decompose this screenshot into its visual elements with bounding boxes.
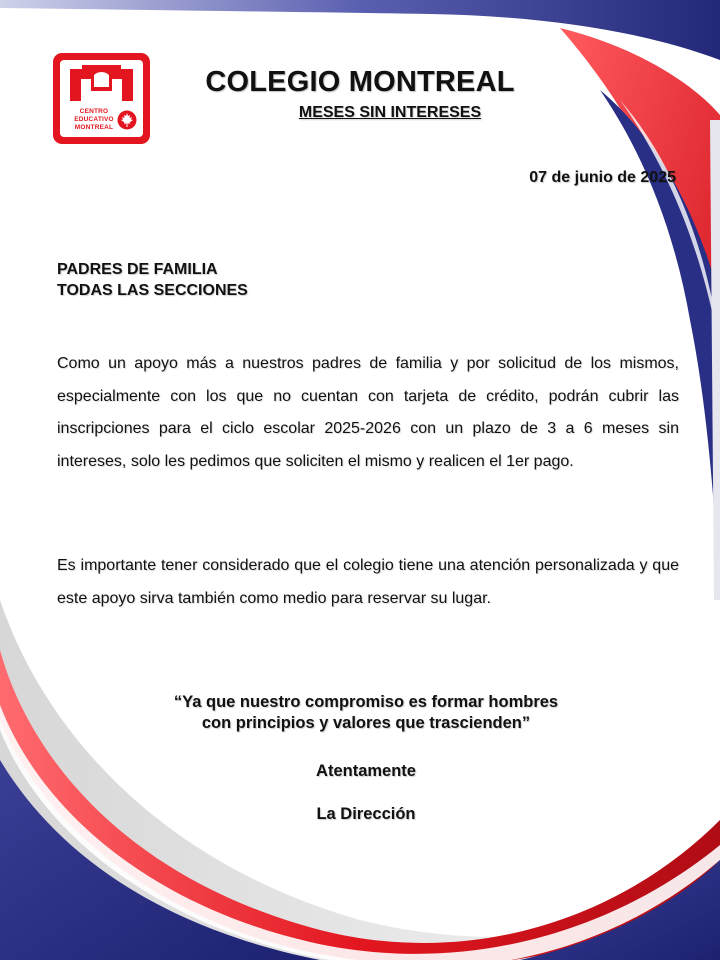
maple-leaf-icon bbox=[117, 110, 137, 130]
body-paragraph-2: Es importante tener considerado que el colegio tiene una atención personalizada y que este apoyo sirva también como medio para reservar su lugar. bbox=[57, 557, 679, 607]
quote-line-2: con principios y valores que trascienden” bbox=[201, 714, 531, 732]
letter-date: 07 de junio de 2025 bbox=[529, 169, 676, 186]
school-logo bbox=[53, 53, 150, 144]
logo-line-1: CENTRO bbox=[79, 108, 109, 115]
recipients bbox=[57, 259, 248, 301]
document-subtitle: MESES SIN INTERESES bbox=[298, 104, 482, 121]
salutation: Atentamente bbox=[316, 762, 416, 780]
logo-line-3: MONTREAL bbox=[74, 124, 114, 131]
quote-line-1: “Ya que nuestro compromiso es formar hombres bbox=[173, 693, 559, 711]
recipient-line-1: PADRES DE FAMILIA bbox=[57, 261, 218, 278]
body-paragraph-1: Como un apoyo más a nuestros padres de familia y por solicitud de los mismos, especialmente con los que no cuentan con tarjeta de crédito, podrán cubrir las inscripciones para el ciclo escolar 2025-2026 con un plazo de 3 a 6 meses sin intereses, solo les pedimos que soliciten el mismo y realicen el 1er pago. bbox=[57, 355, 679, 470]
building-icon bbox=[64, 63, 139, 107]
school-name: COLEGIO MONTREAL bbox=[205, 66, 515, 98]
recipient-line-2: TODAS LAS SECCIONES bbox=[57, 282, 248, 299]
logo-panel bbox=[60, 60, 143, 137]
logo-line-2: EDUCATIVO bbox=[74, 116, 114, 123]
motto-quote bbox=[110, 692, 622, 734]
signature: La Dirección bbox=[316, 805, 416, 823]
